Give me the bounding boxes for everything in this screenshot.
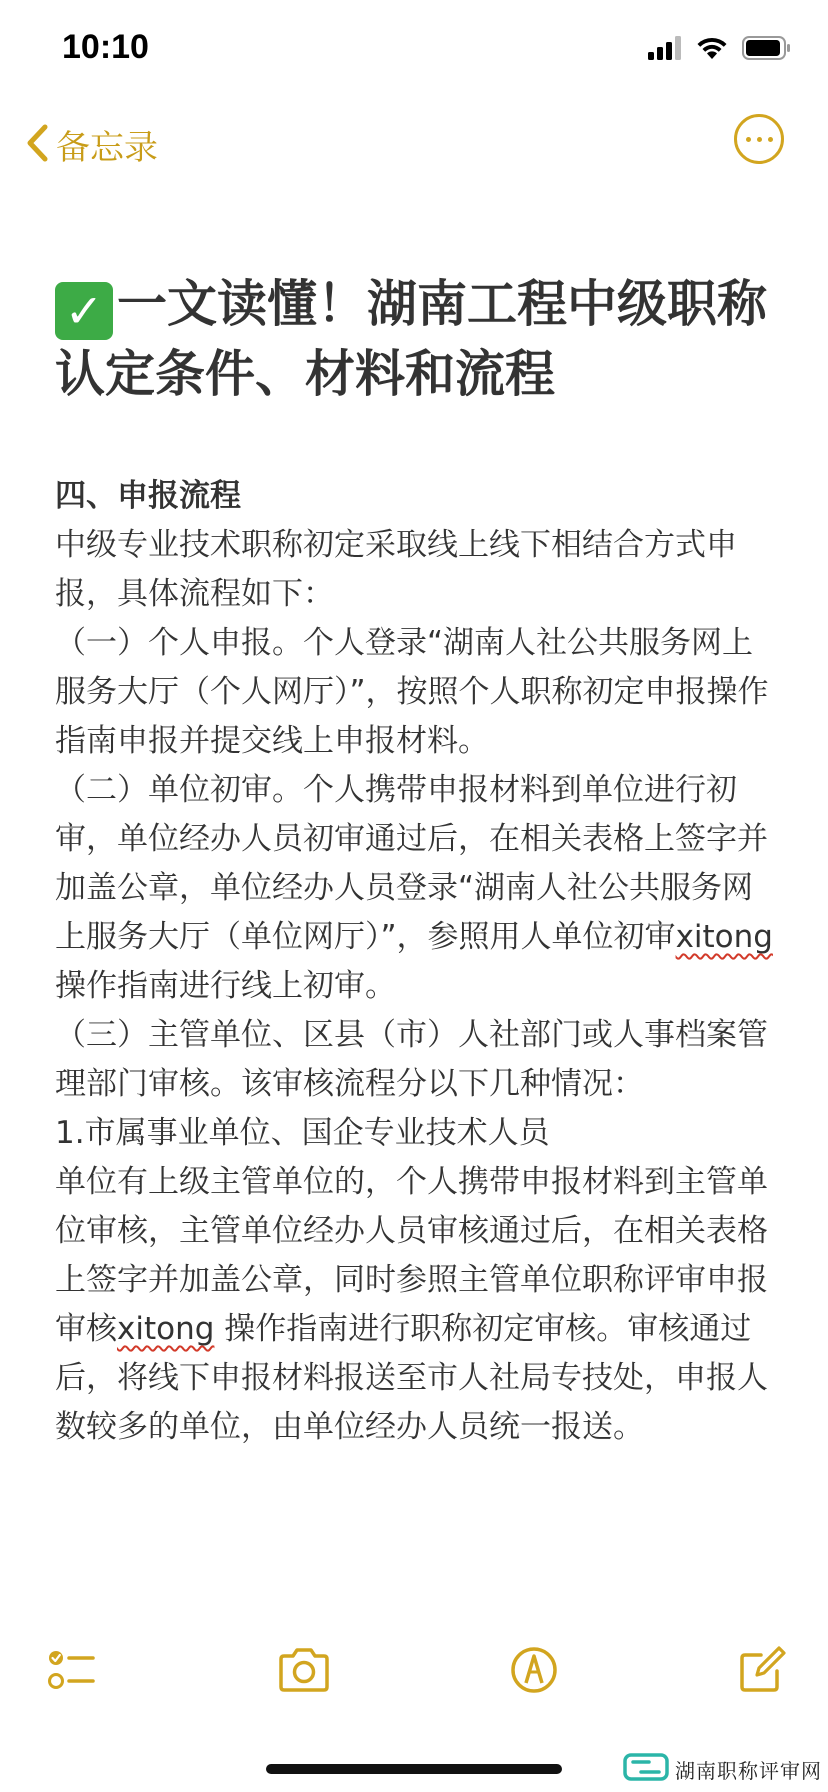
note-body[interactable] — [55, 472, 775, 1452]
wifi-icon — [696, 36, 728, 64]
status-bar — [0, 0, 828, 100]
watermark-text: 湖南职称评审网 — [675, 1758, 822, 1783]
paragraph-sub-1-detail-a: 单位有上级主管单位的，个人携带申报材料到主管单位审核，主管单位经办人员审核通过后，在相关表格上签字并加盖公章，同时参照主管单位职称评审申报审核 — [55, 1164, 768, 1347]
ellipsis-dot — [768, 137, 773, 142]
checklist-icon — [47, 1645, 97, 1699]
ellipsis-dot — [757, 137, 762, 142]
misspelled-word[interactable]: xitong — [117, 1311, 215, 1347]
status-time: 10:10 — [62, 28, 149, 66]
compose-icon — [737, 1645, 787, 1699]
note-title[interactable] — [55, 270, 775, 408]
paragraph-step-2-b: 操作指南进行线上初审。 — [55, 968, 396, 1004]
back-button[interactable] — [24, 120, 158, 169]
section-heading: 四、申报流程 — [55, 478, 241, 514]
check-mark-icon: ✓ — [55, 282, 113, 340]
paragraph-sub-1: 1.市属事业单位、国企专业技术人员 — [55, 1115, 550, 1151]
pen-markup-icon — [509, 1645, 559, 1699]
nav-bar — [0, 100, 828, 190]
status-icons — [648, 36, 792, 64]
ellipsis-circle-icon — [746, 137, 751, 142]
bottom-toolbar — [0, 1640, 828, 1720]
chevron-left-icon — [24, 123, 50, 167]
back-label: 备忘录 — [56, 128, 158, 168]
home-indicator[interactable] — [266, 1764, 562, 1774]
watermark-logo-icon — [623, 1752, 669, 1786]
checklist-button[interactable] — [40, 1640, 104, 1704]
compose-button[interactable] — [730, 1640, 794, 1704]
camera-icon — [277, 1647, 331, 1697]
paragraph-step-2-a: （二）单位初审。个人携带申报材料到单位进行初审，单位经办人员初审通过后，在相关表格上签字并加盖公章，单位经办人员登录“湖南人社公共服务网上服务大厅（单位网厅）”，参照用人单位初审 — [55, 772, 768, 955]
paragraph-intro: 中级专业技术职称初定采取线上线下相结合方式申报，具体流程如下： — [55, 527, 737, 612]
battery-icon — [742, 36, 792, 64]
markup-button[interactable] — [502, 1640, 566, 1704]
paragraph-step-2 — [55, 766, 775, 1011]
cellular-signal-icon — [648, 36, 682, 64]
camera-button[interactable] — [272, 1640, 336, 1704]
paragraph-step-3: （三）主管单位、区县（市）人社部门或人事档案管理部门审核。该审核流程分以下几种情况： — [55, 1017, 768, 1102]
watermark — [623, 1752, 822, 1786]
paragraph-sub-1-detail-b: 操作指南进行职称初定审核。审核通过后，将线下申报材料报送至市人社局专技处，申报人数较多的单位，由单位经办人员统一报送。 — [55, 1311, 768, 1445]
note-title-text: 一文读懂！湖南工程中级职称认定条件、材料和流程 — [55, 275, 767, 403]
paragraph-step-1: （一）个人申报。个人登录“湖南人社公共服务网上服务大厅（个人网厅）”，按照个人职称初定申报操作指南申报并提交线上申报材料。 — [55, 625, 769, 759]
more-button[interactable] — [734, 114, 784, 164]
ghost-scrolled-title — [55, 1700, 72, 1768]
paragraph-sub-1-detail — [55, 1158, 775, 1452]
misspelled-word[interactable]: xitong — [675, 919, 773, 955]
